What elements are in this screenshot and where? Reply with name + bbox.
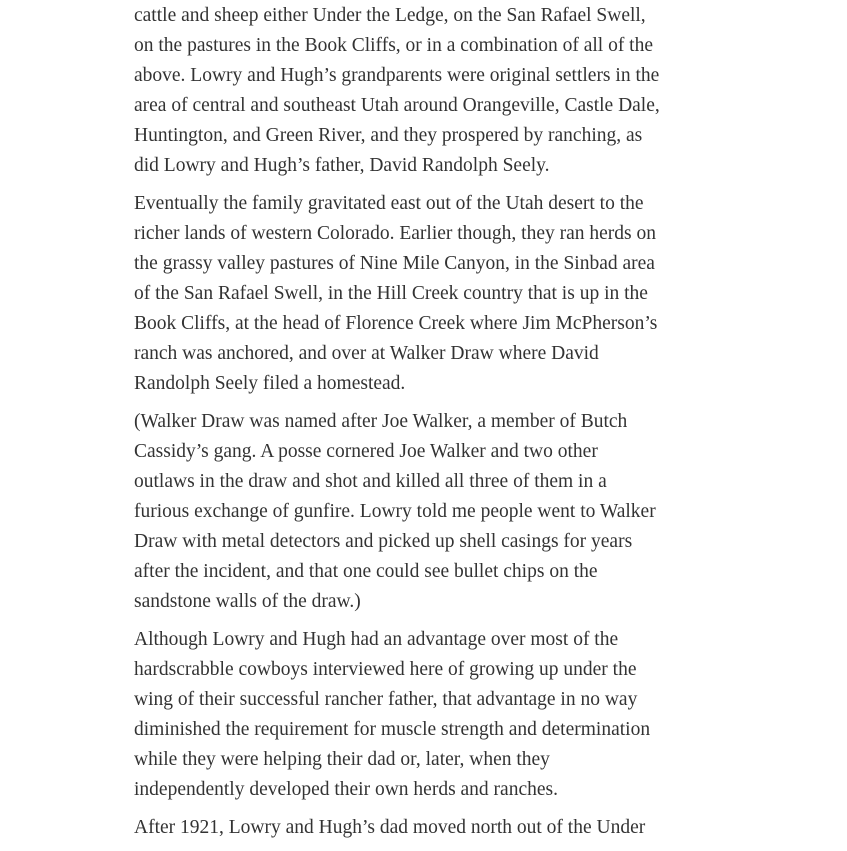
- text-line: ranch was anchored, and over at Walker Draw where David: [134, 343, 599, 364]
- text-line: (Walker Draw was named after Joe Walker, a member of Butch: [134, 411, 628, 432]
- text-line: richer lands of western Colorado. Earlier though, they ran herds on: [134, 223, 657, 244]
- text-line: wing of their successful rancher father, that advantage in no way: [134, 689, 638, 710]
- text-line: after the incident, and that one could see bullet chips on the: [134, 561, 598, 582]
- paragraph: [134, 189, 734, 399]
- text-line: After 1921, Lowry and Hugh’s dad moved north out of the Under: [134, 817, 646, 838]
- text-line: diminished the requirement for muscle strength and determination: [134, 719, 651, 740]
- text-line: furious exchange of gunfire. Lowry told me people went to Walker: [134, 501, 656, 522]
- text-line: did Lowry and Hugh’s father, David Randolph Seely.: [134, 155, 550, 176]
- paragraph: [134, 1, 734, 181]
- text-line: Draw with metal detectors and picked up shell casings for years: [134, 531, 633, 552]
- text-line: outlaws in the draw and shot and killed all three of them in a: [134, 471, 607, 492]
- text-line: sandstone walls of the draw.): [134, 591, 361, 612]
- paragraph: [134, 407, 734, 617]
- text-line: Randolph Seely filed a homestead.: [134, 373, 406, 394]
- text-line: cattle and sheep either Under the Ledge, on the San Rafael Swell,: [134, 5, 646, 26]
- text-line: of the San Rafael Swell, in the Hill Creek country that is up in the: [134, 283, 648, 304]
- text-line: Cassidy’s gang. A posse cornered Joe Walker and two other: [134, 441, 598, 462]
- text-line: the grassy valley pastures of Nine Mile Canyon, in the Sinbad area: [134, 253, 655, 274]
- text-line: while they were helping their dad or, later, when they: [134, 749, 550, 770]
- paragraph: [134, 625, 734, 805]
- text-line: hardscrabble cowboys interviewed here of growing up under the: [134, 659, 637, 680]
- text-line: area of central and southeast Utah around Orangeville, Castle Dale,: [134, 95, 660, 116]
- text-line: on the pastures in the Book Cliffs, or in a combination of all of the: [134, 35, 654, 56]
- text-line: Book Cliffs, at the head of Florence Creek where Jim McPherson’s: [134, 313, 658, 334]
- text-line: Huntington, and Green River, and they prospered by ranching, as: [134, 125, 643, 146]
- text-line: Although Lowry and Hugh had an advantage over most of the: [134, 629, 619, 650]
- document-body: [134, 1, 734, 851]
- text-line: Eventually the family gravitated east out of the Utah desert to the: [134, 193, 644, 214]
- paragraph: [134, 813, 734, 843]
- text-line: independently developed their own herds and ranches.: [134, 779, 558, 800]
- text-line: above. Lowry and Hugh’s grandparents were original settlers in the: [134, 65, 660, 86]
